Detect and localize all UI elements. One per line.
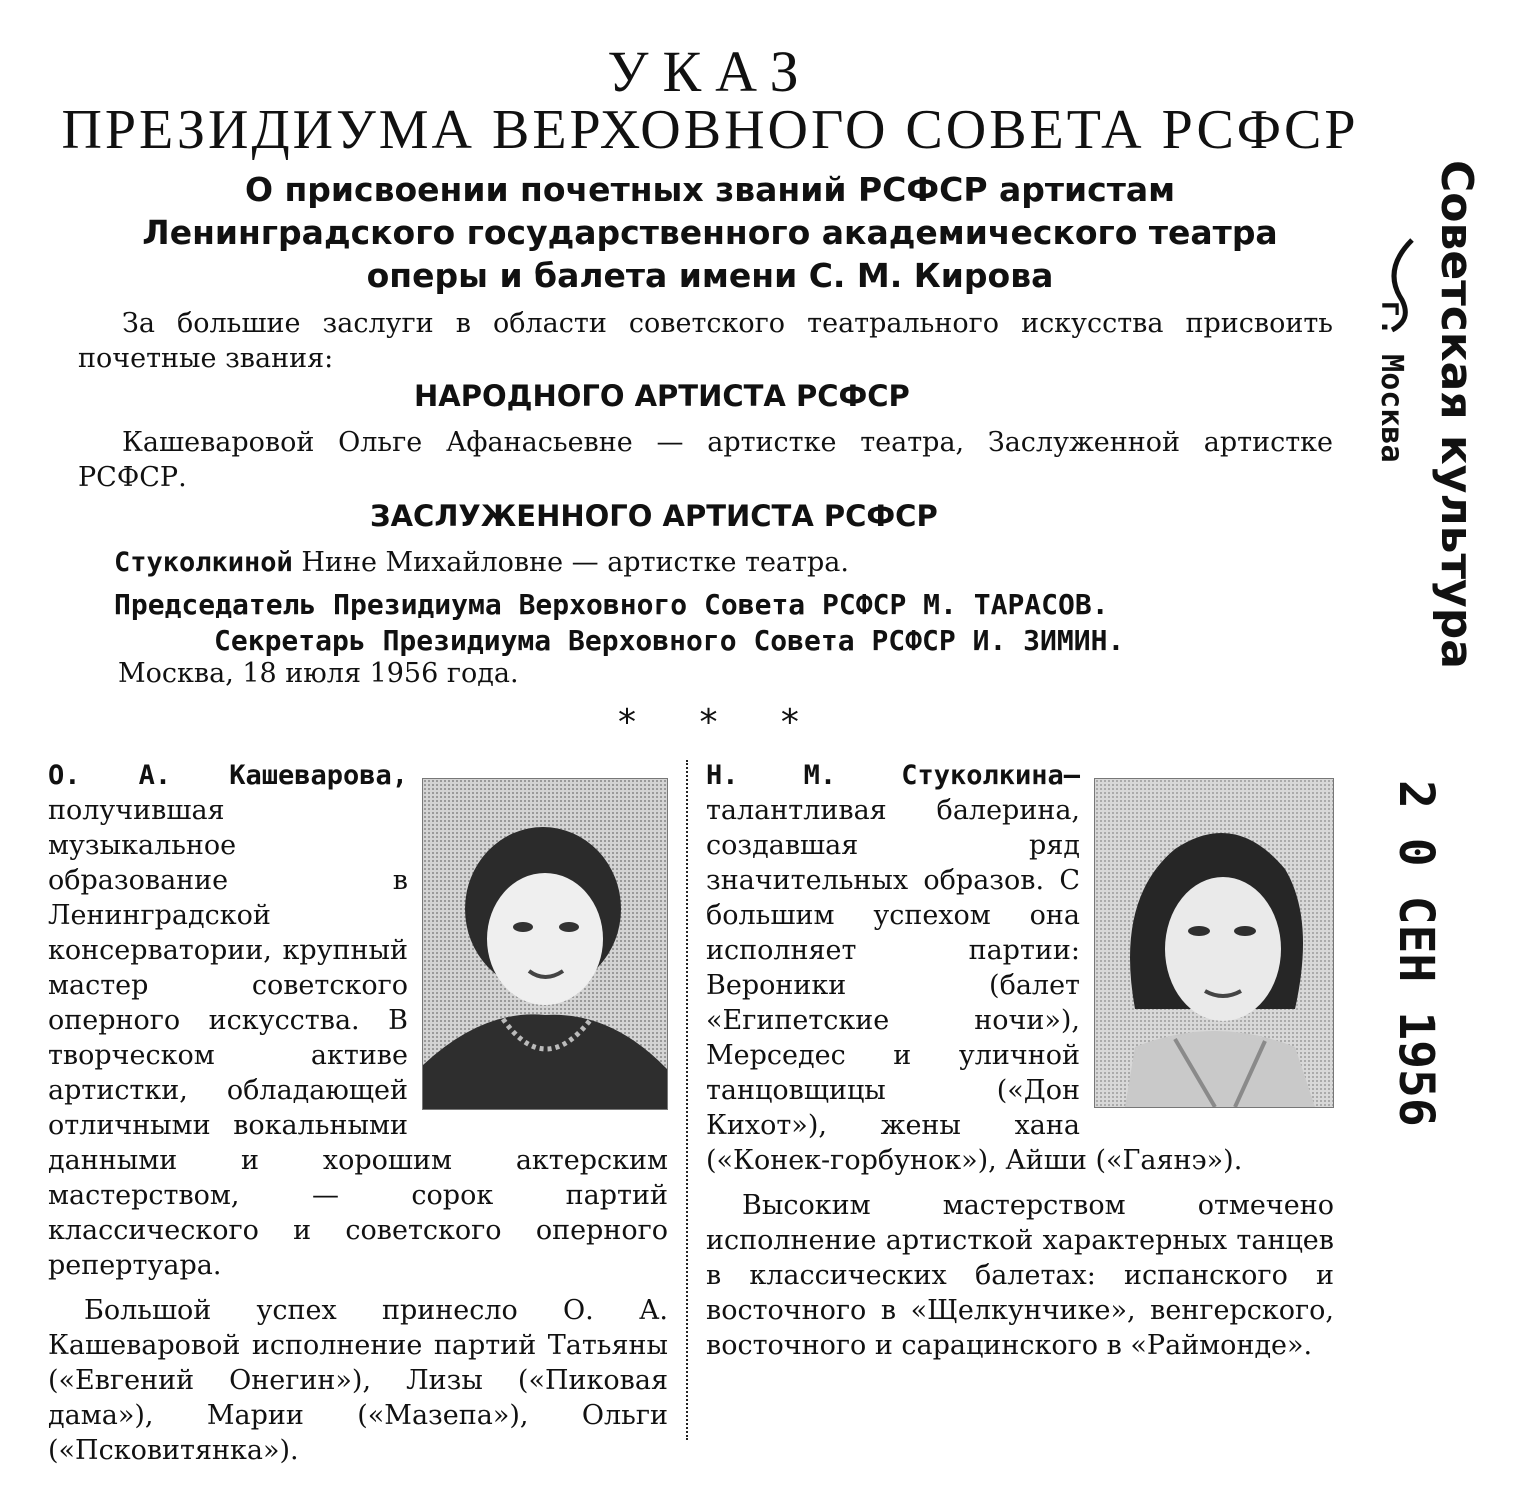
award-stukolkina [114, 545, 849, 580]
stamp-date: 2 0 СЕН 1956 [1388, 780, 1444, 1127]
stamp-city: г. Москва [1374, 300, 1409, 463]
rank-title-honored-artist: ЗАСЛУЖЕННОГО АРТИСТА РСФСР [370, 499, 938, 533]
award-stukolkina-text: Нине Михайловне — артистке театра. [301, 547, 849, 578]
archive-stamp [1372, 150, 1492, 1200]
portrait-kashevarova-photo [422, 778, 668, 1110]
section-separator: * * * [618, 702, 825, 743]
bio-kashevarova-text-2: Большой успех принесло О. А. Кашеваровой исполнение партий Татьяны («Евгений Онегин»), Лизы («Пиковая дама»), Марии («Мазепа»), Ольги («Псковитянка»). [48, 1295, 668, 1466]
subtitle-line-2: Ленинградского государственного академического театра [142, 213, 1278, 252]
portrait-stukolkina-photo [1094, 778, 1334, 1108]
subtitle-line-3: оперы и балета имени С. М. Кирова [366, 256, 1054, 295]
decree-subtitle [80, 168, 1340, 297]
photo-stukolkina-frame [1094, 778, 1334, 1108]
decree-issuer: ПРЕЗИДИУМА ВЕРХОВНОГО СОВЕТА РСФСР [61, 99, 1359, 161]
bio-stukolkina-text-1: талантливая балерина, создавшая ряд значительных образов. С большим успехом она исполняет партии: Вероники (балет «Египетские ночи»), Мерседес и уличной танцовщицы («Дон Кихот»), жены хана («Конек-горбунок»), Айши («Гаянэ»). [706, 795, 1243, 1176]
decree-heading: УКАЗ [607, 39, 813, 104]
rank-title-peoples-artist: НАРОДНОГО АРТИСТА РСФСР [414, 379, 910, 413]
bio-kashevarova-text-1: получившая музыкальное образование в Ленинградской консерватории, крупный мастер советского оперного искусства. В творческом активе артистки, обладающей отличными вокальными данными и хорошим актерским мастерством, — сорок партий классического и советского оперного репертуара. [48, 795, 668, 1281]
signature-secretary: Секретарь Президиума Верховного Совета РСФСР И. ЗИМИН. [214, 624, 1125, 657]
column-divider [686, 760, 688, 1440]
decree-intro: За большие заслуги в области советского театрального искусства присвоить почетные звания: [78, 308, 1333, 374]
subtitle-line-1: О присвоении почетных званий РСФСР артистам [244, 170, 1176, 209]
stamp-newspaper-title: Советская культура [1431, 160, 1482, 669]
bio-kashevarova [48, 758, 668, 1468]
bio-stukolkina-text-2: Высоким мастерством отмечено исполнение артисткой характерных танцев в классических балетах: испанского и восточного в «Щелкунчике», венгерского, восточного и сарацинского в «Раймонде». [706, 1190, 1334, 1361]
bio-kashevarova-name: О. А. Кашеварова, [48, 760, 408, 791]
bio-stukolkina-name: Н. М. Стуколкина— [706, 760, 1080, 791]
signature-chairman: Председатель Президиума Верховного Совета РСФСР М. ТАРАСОВ. [114, 588, 1109, 621]
bio-stukolkina [706, 758, 1334, 1363]
award-kashevarova: Кашеваровой Ольге Афанасьевне — артистке театра, Заслуженной артистке РСФСР. [78, 427, 1333, 493]
place-date: Москва, 18 июля 1956 года. [118, 658, 519, 689]
award-stukolkina-surname: Стуколкиной [114, 547, 293, 578]
photo-kashevarova-frame [422, 778, 668, 1110]
